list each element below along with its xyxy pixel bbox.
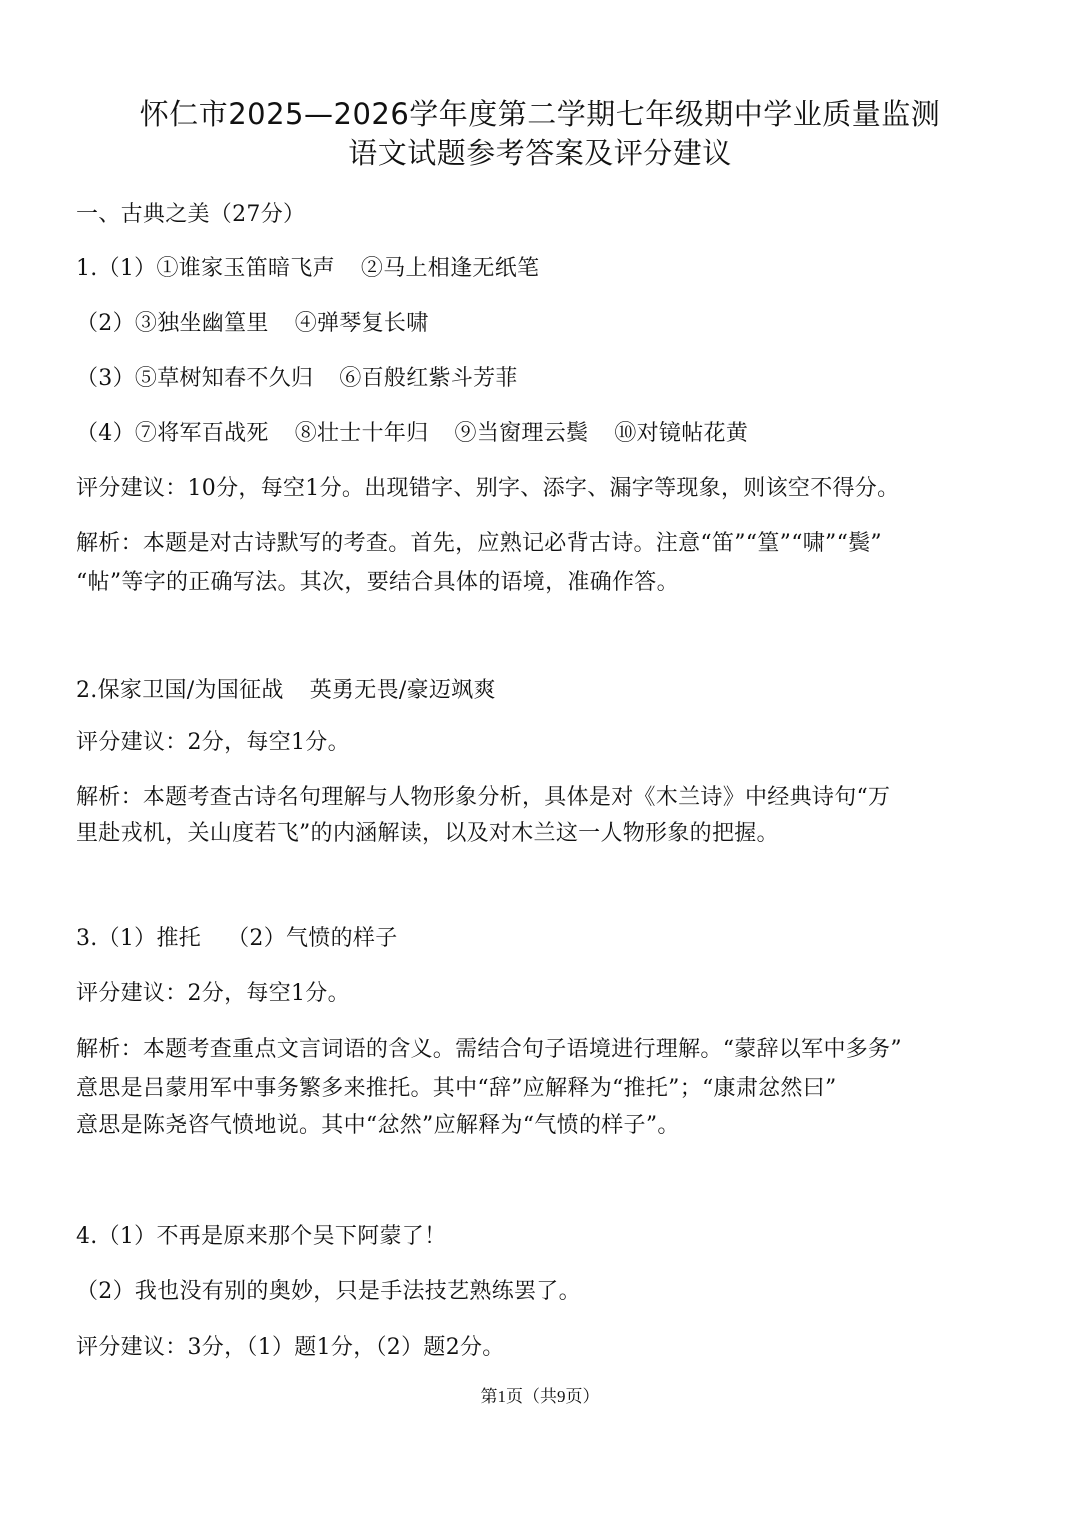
q1-answer-part4 <box>76 419 1011 449</box>
q1-blank-7: （4）⑦将军百战死 <box>76 421 269 446</box>
q3-blank-1: 3.（1）推托 <box>76 926 202 951</box>
q2-analysis-line1: 解析：本题考查古诗名句理解与人物形象分析，具体是对《木兰诗》中经典诗句“万 <box>76 785 891 810</box>
q1-analysis-line1: 解析：本题是对古诗默写的考查。首先，应熟记必背古诗。注意“笛”“篁”“啸”“鬓” <box>76 531 882 556</box>
q1-blank-2: ②马上相逢无纸笔 <box>360 256 540 281</box>
q1-answer-part1 <box>76 254 1011 284</box>
page-number: 第1页（共9页） <box>480 1387 600 1406</box>
q2-blank-2: 英勇无畏/豪迈飒爽 <box>309 678 496 703</box>
q3-blank-2: （2）气愤的样子 <box>227 926 398 951</box>
q1-analysis-line2: “帖”等字的正确写法。其次，要结合具体的语境，准确作答。 <box>76 570 679 595</box>
q2-answer <box>76 676 1011 706</box>
q1-blank-6: ⑥百般红紫斗芳菲 <box>339 366 518 391</box>
q1-blank-10: ⑩对镜帖花黄 <box>614 421 749 446</box>
q1-blank-5: （3）⑤草树知春不久归 <box>76 366 314 391</box>
q1-blank-8: ⑧壮士十年归 <box>294 421 429 446</box>
section-heading: 一、古典之美（27分） <box>76 202 306 227</box>
q1-blank-3: （2）③独坐幽篁里 <box>76 311 269 336</box>
q2-scoring: 评分建议：2分，每空1分。 <box>76 730 350 755</box>
q3-analysis-line2: 意思是吕蒙用军中事务繁多来推托。其中“辞”应解释为“推托”；“康肃忿然曰” <box>76 1076 837 1101</box>
q1-scoring: 评分建议：10分，每空1分。出现错字、别字、添字、漏字等现象，则该空不得分。 <box>76 476 900 501</box>
q1-blank-1: 1.（1）①谁家玉笛暗飞声 <box>76 256 335 281</box>
q2-analysis-line2: 里赴戎机，关山度若飞”的内涵解读，以及对木兰这一人物形象的把握。 <box>76 821 779 846</box>
q1-answer-part2 <box>76 309 1011 339</box>
q1-blank-4: ④弹琴复长啸 <box>294 311 429 336</box>
q4-answer-2: （2）我也没有别的奥妙，只是手法技艺熟练罢了。 <box>76 1279 581 1304</box>
q3-scoring: 评分建议：2分，每空1分。 <box>76 981 350 1006</box>
q3-answer <box>76 924 1011 954</box>
q2-blank-1: 2.保家卫国/为国征战 <box>76 678 284 703</box>
q4-scoring: 评分建议：3分，（1）题1分，（2）题2分。 <box>76 1335 505 1360</box>
q1-blank-9: ⑨当窗理云鬓 <box>454 421 589 446</box>
document-title-line1: 怀仁市2025—2026学年度第二学期七年级期中学业质量监测 <box>139 97 941 131</box>
q3-analysis-line3: 意思是陈尧咨气愤地说。其中“忿然”应解释为“气愤的样子”。 <box>76 1113 680 1138</box>
q4-answer-1: 4.（1）不再是原来那个吴下阿蒙了！ <box>76 1224 447 1249</box>
document-title-line2: 语文试题参考答案及评分建议 <box>348 136 732 170</box>
q3-analysis-line1: 解析：本题考查重点文言词语的含义。需结合句子语境进行理解。“蒙辞以军中多务” <box>76 1037 902 1062</box>
q1-answer-part3 <box>76 364 1011 394</box>
